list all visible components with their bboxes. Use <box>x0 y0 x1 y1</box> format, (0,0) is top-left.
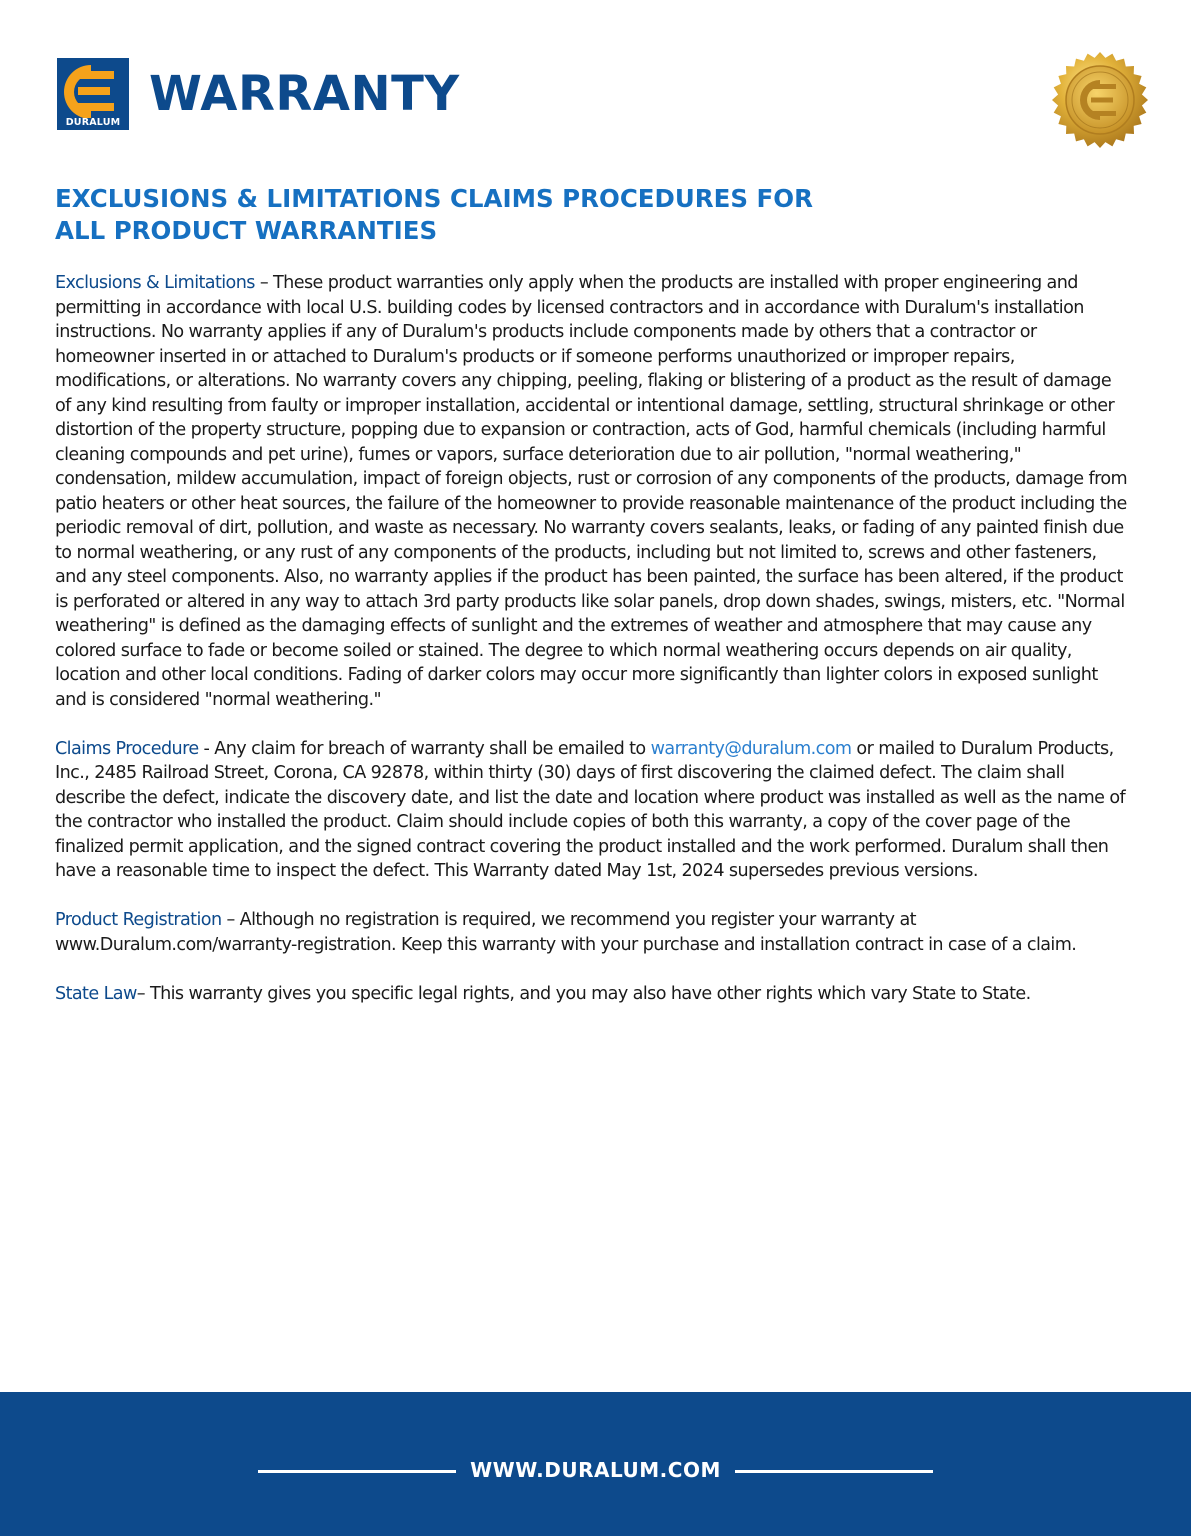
footer-divider-right <box>735 1470 933 1473</box>
registration-text: – Although no registration is required, we recommend you register your warranty at www.Duralum.com/warranty-registration. Keep this warranty with your purchase and installation contract in case of a claim. <box>55 910 1077 955</box>
page-title: WARRANTY <box>149 66 460 122</box>
warranty-body <box>55 271 1131 1031</box>
duralum-logo <box>57 58 129 130</box>
state-law-paragraph <box>55 982 1131 1007</box>
claims-text-before: - Any claim for breach of warranty shall be emailed to <box>198 738 651 759</box>
claims-lead: Claims Procedure <box>55 738 199 759</box>
state-law-text: – This warranty gives you specific legal rights, and you may also have other rights which vary State to State. <box>136 983 1031 1004</box>
claims-text-after: or mailed to Duralum Products, Inc., 2485 Railroad Street, Corona, CA 92878, within thirty (30) days of first discovering the claimed defect. The claim shall describe the defect, indicate the discovery date, and list the date and location where product was installed as well as the name of the contractor who installed the product. Claim should include copies of both this warranty, a copy of the cover page of the finalized permit application, and the signed contract covering the product installed and the work performed. Duralum shall then have a reasonable time to inspect the defect. This Warranty dated May 1st, 2024 supersedes previous versions. <box>55 738 1126 881</box>
logo-wordmark: DURALUM <box>65 117 121 128</box>
page-header <box>57 58 460 130</box>
section-heading-line-1: EXCLUSIONS & LIMITATIONS CLAIMS PROCEDURES FOR <box>55 184 813 213</box>
gold-seal <box>1050 50 1150 150</box>
section-heading <box>55 183 955 247</box>
registration-paragraph <box>55 908 1131 957</box>
warranty-email-link[interactable]: warranty@duralum.com <box>650 738 852 759</box>
exclusions-paragraph <box>55 271 1131 712</box>
page-footer <box>0 1392 1191 1536</box>
footer-website-link[interactable]: WWW.DURALUM.COM <box>470 1458 721 1482</box>
exclusions-text: – These product warranties only apply when the products are installed with proper engineering and permitting in accordance with local U.S. building codes by licensed contractors and in accordance with Duralum's installation instructions. No warranty applies if any of Duralum's products include components made by others that a contractor or homeowner inserted in or attached to Duralum's products or if someone performs unauthorized or improper repairs, modifications, or alterations. No warranty covers any chipping, peeling, flaking or blistering of a product as the result of damage of any kind resulting from faulty or improper installation, accidental or intentional damage, settling, structural shrinkage or other distortion of the property structure, popping due to expansion or contraction, acts of God, harmful chemicals (including harmful cleaning compounds and pet urine), fumes or vapors, surface deterioration due to air pollution, "normal weathering," condensation, mildew accumulation, impact of foreign objects, rust or corrosion of any components of the products, damage from patio heaters or other heat sources, the failure of the homeowner to provide reasonable maintenance of the product including the periodic removal of dirt, pollution, and waste as necessary. No warranty covers sealants, leaks, or fading of any painted finish due to normal weathering, or any rust of any components of the products, including but not limited to, screws and other fasteners, and any steel components. Also, no warranty applies if the product has been painted, the surface has been altered, if the product is perforated or altered in any way to attach 3rd party products like solar panels, drop down shades, swings, misters, etc. "Normal weathering" is defined as the damaging effects of sunlight and the extremes of weather and atmosphere that may cause any colored surface to fade or become soiled or stained. The degree to which normal weathering occurs depends on air quality, location and other local conditions. Fading of darker colors may occur more significantly than lighter colors in exposed sunlight and is considered "normal weathering." <box>55 273 1128 710</box>
state-law-lead: State Law <box>55 983 137 1004</box>
registration-lead: Product Registration <box>55 910 222 930</box>
claims-paragraph <box>55 737 1131 884</box>
exclusions-lead: Exclusions & Limitations <box>55 273 255 293</box>
gold-seal-icon <box>1050 50 1150 150</box>
section-heading-line-2: ALL PRODUCT WARRANTIES <box>55 216 438 245</box>
footer-divider-left <box>258 1470 456 1473</box>
